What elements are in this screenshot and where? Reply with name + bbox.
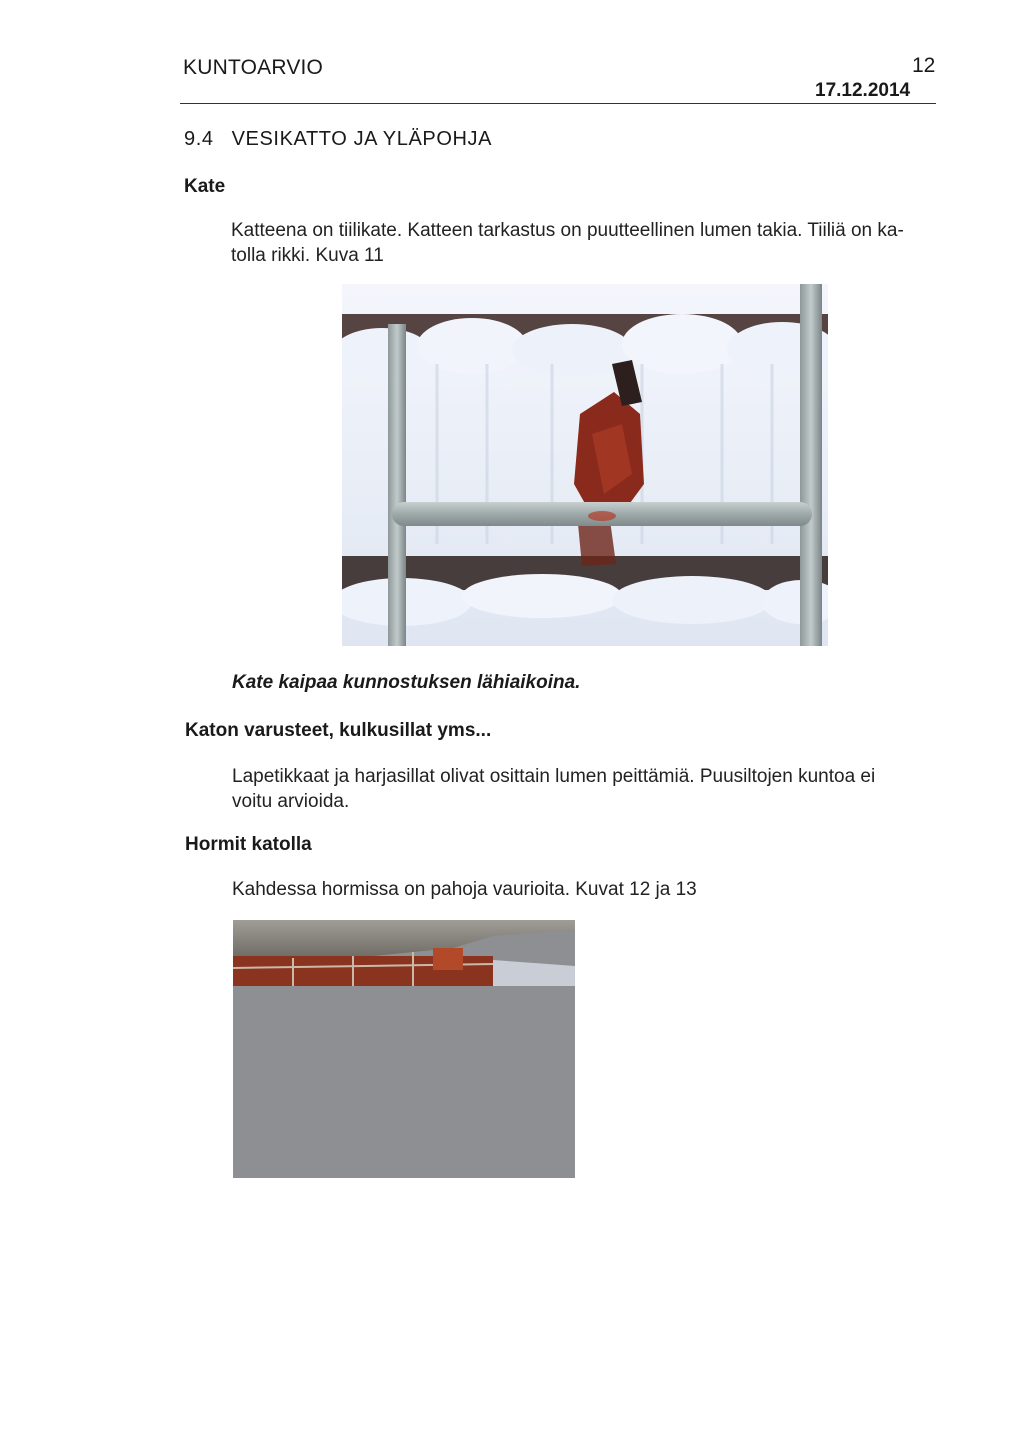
paragraph-varusteet bbox=[232, 764, 952, 814]
document-title: KUNTOARVIO bbox=[183, 56, 324, 79]
section-title bbox=[184, 128, 492, 151]
heading-varusteet: Katon varusteet, kulkusillat yms... bbox=[185, 720, 492, 741]
paragraph-hormit: Kahdessa hormissa on pahoja vaurioita. Kuvat 12 ja 13 bbox=[232, 879, 697, 900]
photo-roof-tiles-image bbox=[342, 284, 828, 646]
heading-hormit: Hormit katolla bbox=[185, 834, 312, 855]
document-date: 17.12.2014 bbox=[815, 80, 911, 101]
photo-caption-kate: Kate kaipaa kunnostuksen lähiaikoina. bbox=[232, 672, 581, 693]
paragraph-varusteet-line-2: voitu arvioida. bbox=[232, 791, 350, 812]
photo-chimney-image bbox=[233, 920, 575, 1178]
section-title-text: VESIKATTO JA YLÄPOHJA bbox=[231, 128, 493, 150]
page-number: 12 bbox=[912, 54, 936, 77]
photo-chimney bbox=[233, 920, 575, 1178]
paragraph-kate-line-2: tolla rikki. Kuva 11 bbox=[231, 245, 384, 266]
paragraph-kate-line-1: Katteena on tiilikate. Katteen tarkastus on puutteellinen lumen takia. Tiiliä on ka- bbox=[231, 220, 904, 241]
photo-roof-tiles bbox=[342, 284, 828, 646]
paragraph-varusteet-line-1: Lapetikkaat ja harjasillat olivat osittain lumen peittämiä. Puusiltojen kuntoa ei bbox=[232, 766, 876, 787]
paragraph-kate bbox=[231, 218, 951, 268]
section-number: 9.4 bbox=[184, 128, 214, 150]
heading-kate: Kate bbox=[184, 176, 226, 197]
header-divider bbox=[180, 103, 936, 104]
